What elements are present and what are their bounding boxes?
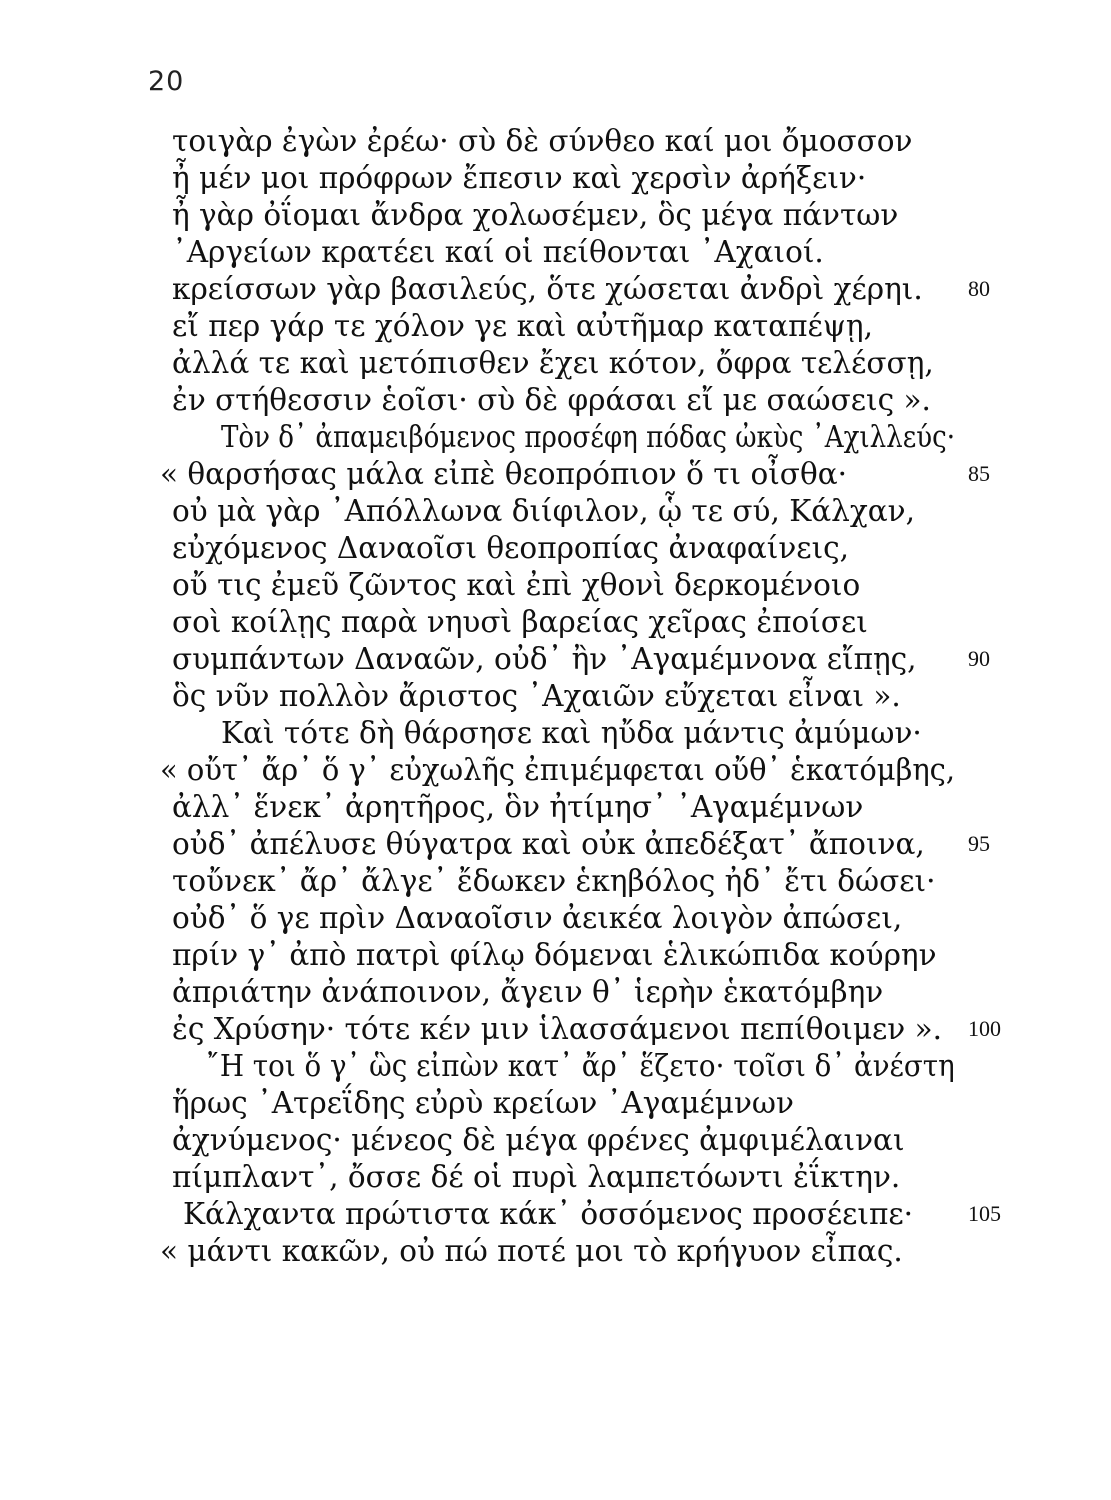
verse-line: τοιγὰρ ἐγὼν ἐρέω· σὺ δὲ σύνθεο καί μοι ὄμοσσον xyxy=(172,124,913,158)
verse-line: σοὶ κοίλῃς παρὰ νηυσὶ βαρείας χεῖρας ἐποίσει xyxy=(172,605,868,639)
verse-line: πρίν γ᾿ ἀπὸ πατρὶ φίλῳ δόμεναι ἑλικώπιδα κούρην xyxy=(172,938,937,972)
verse-line: « θαρσήσας μάλα εἰπὲ θεοπρόπιον ὅ τι οἶσθα· xyxy=(160,457,847,491)
verse-line: εὐχόμενος Δαναοῖσι θεοπροπίας ἀναφαίνεις, xyxy=(172,531,850,565)
verse-line: ἀλλά τε καὶ μετόπισθεν ἔχει κότον, ὄφρα τελέσσῃ, xyxy=(172,346,934,380)
verse-line: οὐ μὰ γὰρ ᾿Απόλλωνα διίφιλον, ᾧ τε σύ, Κάλχαν, xyxy=(172,494,915,528)
page-number: 20 xyxy=(148,66,185,97)
verse-line: ἥρως ᾿Ατρεΐδης εὐρὺ κρείων ᾿Αγαμέμνων xyxy=(172,1086,794,1120)
verse-line: Τὸν δ᾿ ἀπαμειβόμενος προσέφη πόδας ὠκὺς ᾿Αχιλλεύς· xyxy=(221,420,956,454)
verse-line: οὐδ᾿ ὅ γε πρὶν Δαναοῖσιν ἀεικέα λοιγὸν ἀπώσει, xyxy=(172,901,903,935)
line-number: 85 xyxy=(968,461,990,486)
verse-line: ἐν στήθεσσιν ἑοῖσι· σὺ δὲ φράσαι εἴ με σαώσεις ». xyxy=(172,383,931,417)
verse-line: ἦ μέν μοι πρόφρων ἔπεσιν καὶ χερσὶν ἀρήξειν· xyxy=(172,161,867,195)
verse-line: ἀχνύμενος· μένεος δὲ μέγα φρένες ἀμφιμέλαιναι xyxy=(172,1123,905,1157)
line-number: 90 xyxy=(968,646,990,671)
verse-line: ἀλλ᾿ ἕνεκ᾿ ἀρητῆρος, ὃν ἠτίμησ᾿ ᾿Αγαμέμνων xyxy=(172,790,864,824)
verse-line: κρείσσων γὰρ βασιλεύς, ὅτε χώσεται ἀνδρὶ χέρηι. xyxy=(172,272,923,306)
verse-line: Καὶ τότε δὴ θάρσησε καὶ ηὔδα μάντις ἀμύμων· xyxy=(221,716,922,750)
verse-line: ᾿Αργείων κρατέει καί οἱ πείθονται ᾿Αχαιοί. xyxy=(172,235,824,269)
verse-line: τοὔνεκ᾿ ἄρ᾿ ἄλγε᾿ ἔδωκεν ἑκηβόλος ἠδ᾿ ἔτι δώσει· xyxy=(172,864,936,898)
verse-line: « οὔτ᾿ ἄρ᾿ ὅ γ᾿ εὐχωλῆς ἐπιμέμφεται οὔθ᾿ ἑκατόμβης, xyxy=(160,753,956,787)
line-number: 100 xyxy=(968,1016,1001,1041)
line-number: 95 xyxy=(968,831,990,856)
verse-line: ἀπριάτην ἀνάποινον, ἄγειν θ᾿ ἱερὴν ἑκατόμβην xyxy=(172,975,884,1009)
verse-line: ῎Η τοι ὅ γ᾿ ὣς εἰπὼν κατ᾿ ἄρ᾿ ἕζετο· τοῖσι δ᾿ ἀνέστη xyxy=(206,1049,955,1083)
line-number: 80 xyxy=(968,276,990,301)
verse-line: « μάντι κακῶν, οὐ πώ ποτέ μοι τὸ κρήγυον εἶπας. xyxy=(160,1234,903,1268)
verse-line: συμπάντων Δαναῶν, οὐδ᾿ ἢν ᾿Αγαμέμνονα εἴπῃς, xyxy=(172,642,917,676)
verse-line: ἦ γὰρ ὀΐομαι ἄνδρα χολωσέμεν, ὃς μέγα πάντων xyxy=(172,198,899,232)
verse-line: οὐδ᾿ ἀπέλυσε θύγατρα καὶ οὐκ ἀπεδέξατ᾿ ἄποινα, xyxy=(172,827,925,861)
verse-line: ὃς νῦν πολλὸν ἄριστος ᾿Αχαιῶν εὔχεται εἶναι ». xyxy=(172,679,901,713)
verse-line: εἴ περ γάρ τε χόλον γε καὶ αὐτῆμαρ καταπέψῃ, xyxy=(172,309,873,343)
verse-line: Κάλχαντα πρώτιστα κάκ᾿ ὀσσόμενος προσέειπε· xyxy=(183,1197,914,1231)
verse-line: οὔ τις ἐμεῦ ζῶντος καὶ ἐπὶ χθονὶ δερκομένοιο xyxy=(172,568,861,602)
verse-line: ἐς Χρύσην· τότε κέν μιν ἱλασσάμενοι πεπίθοιμεν ». xyxy=(172,1012,943,1046)
verse-line: πίμπλαντ᾿, ὄσσε δέ οἱ πυρὶ λαμπετόωντι ἐΐκτην. xyxy=(172,1160,901,1194)
line-number: 105 xyxy=(968,1201,1001,1226)
